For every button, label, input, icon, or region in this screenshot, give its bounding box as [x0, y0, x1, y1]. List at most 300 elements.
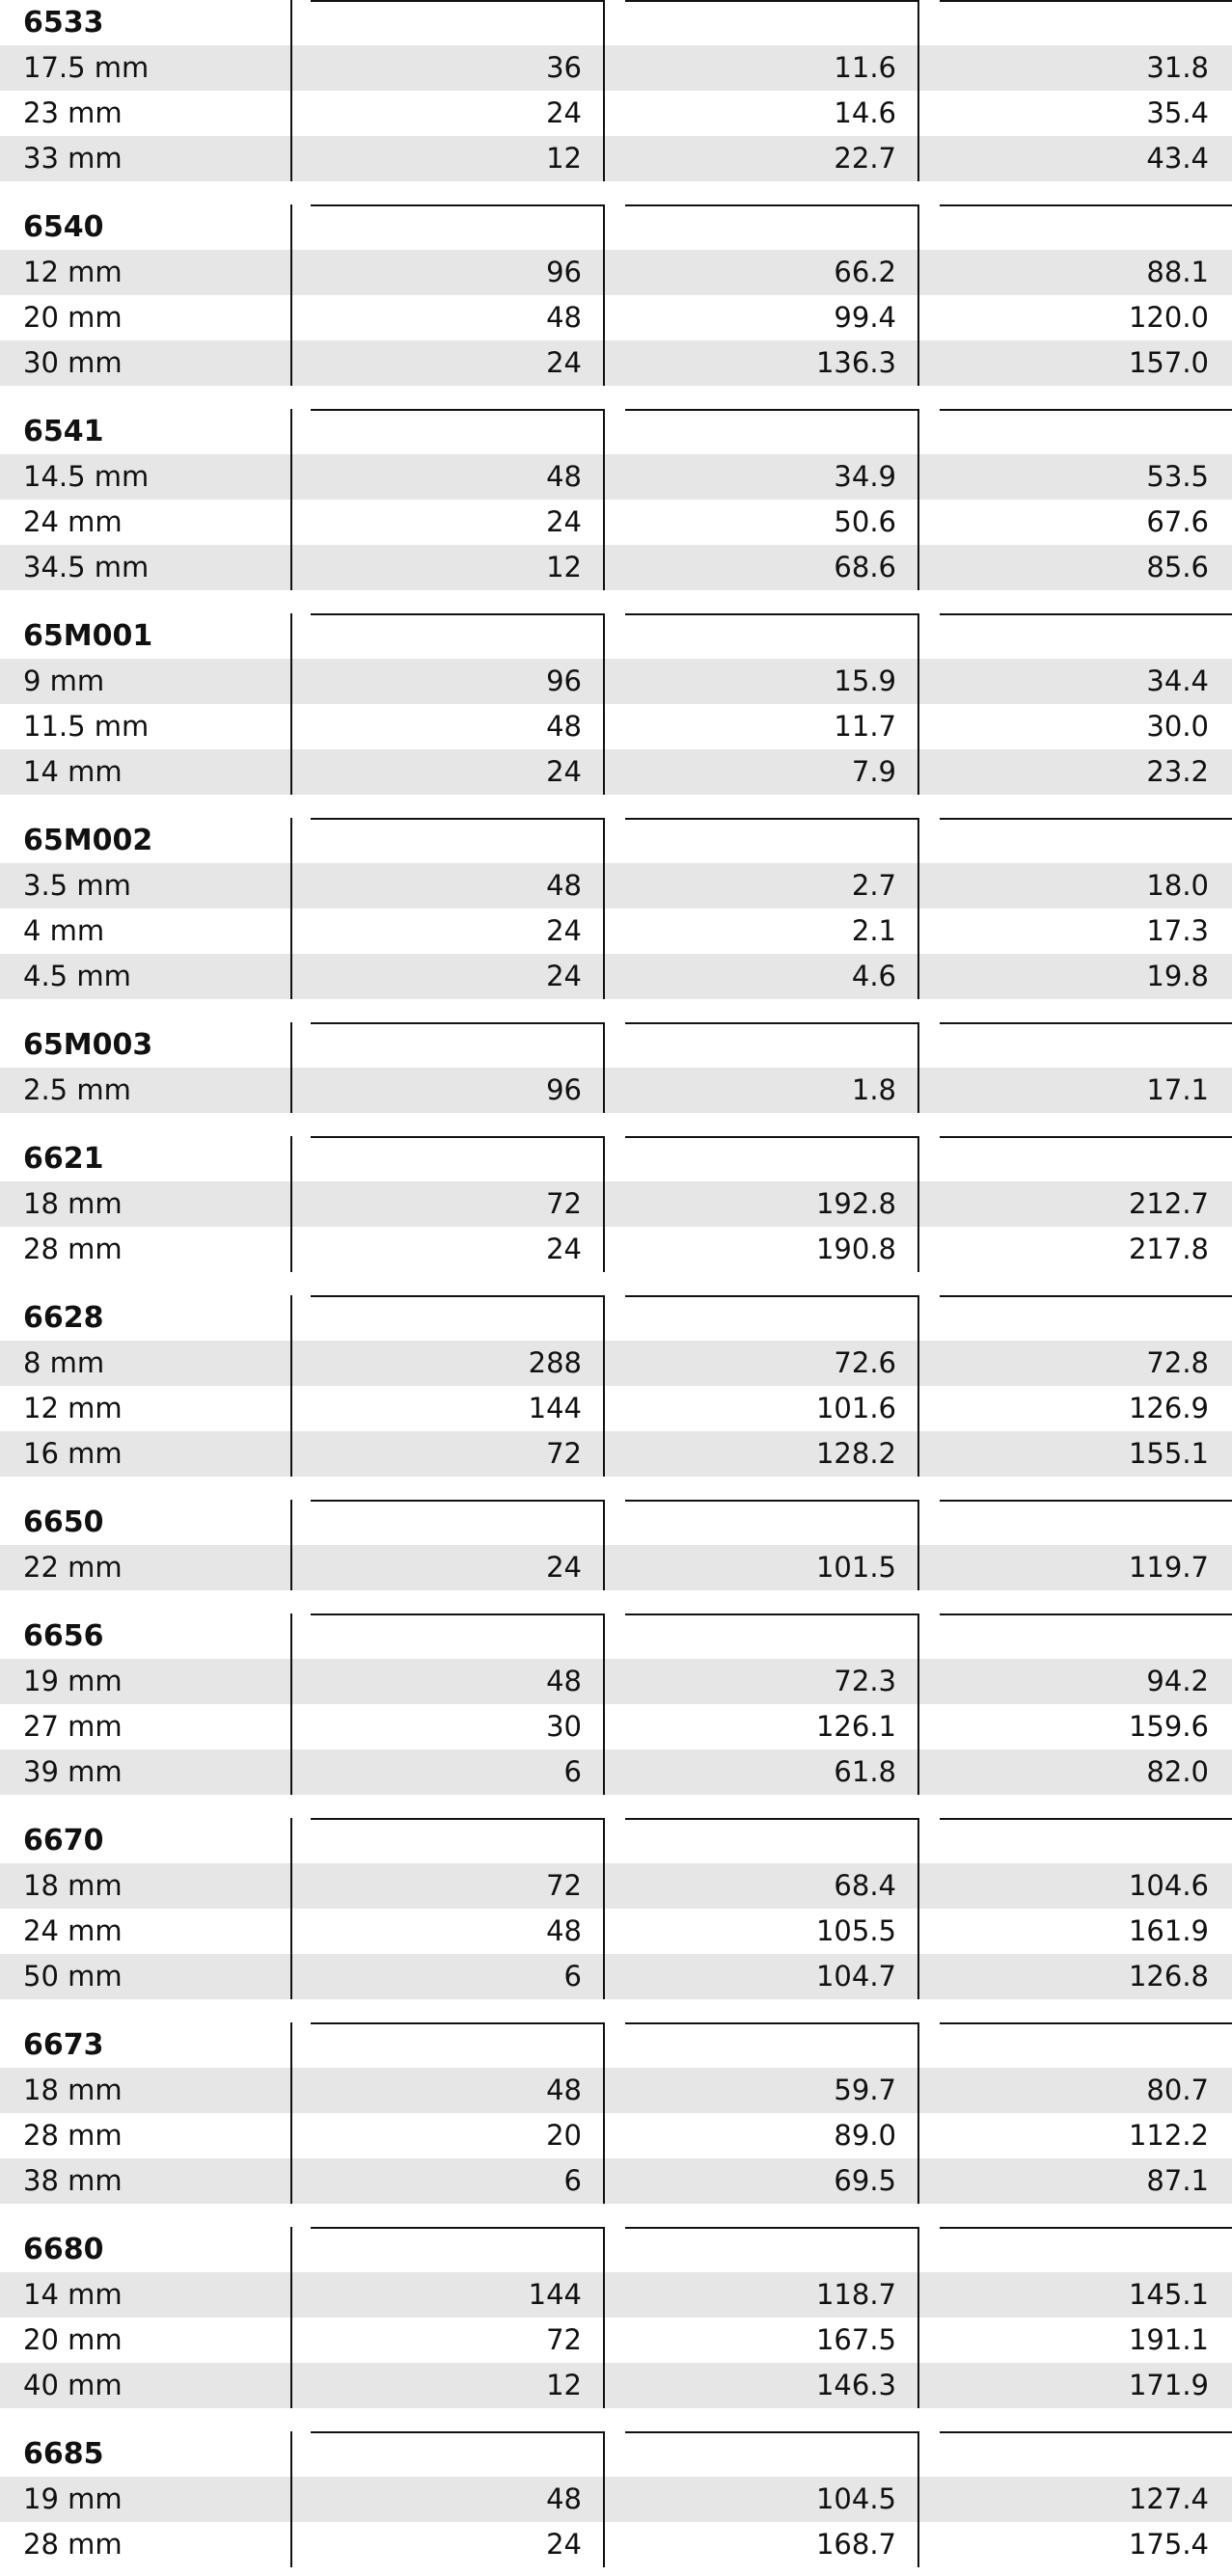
table-row [0, 1386, 1232, 1431]
column-top-rule [625, 1500, 917, 1502]
column-top-rule [940, 1022, 1232, 1024]
value-cell-3: 35.4 [1146, 96, 1209, 129]
value-cell-1: 48 [546, 460, 582, 493]
column-top-rule [940, 204, 1232, 206]
table-row [0, 1863, 1232, 1909]
product-code: 6621 [23, 1142, 104, 1176]
column-top-rule [311, 1295, 603, 1297]
value-cell-3: 175.4 [1128, 2528, 1209, 2561]
size-cell: 22 mm [23, 1551, 123, 1584]
column-top-rule [940, 2022, 1232, 2024]
size-cell: 8 mm [23, 1346, 105, 1379]
column-divider [603, 2431, 605, 2567]
value-cell-1: 72 [546, 1437, 582, 1470]
product-group [0, 0, 1232, 181]
column-top-rule [311, 613, 603, 615]
size-cell: 18 mm [23, 2074, 123, 2106]
value-cell-2: 2.7 [851, 869, 896, 902]
column-divider [290, 1613, 292, 1795]
product-group [0, 1022, 1232, 1113]
value-cell-3: 87.1 [1146, 2164, 1209, 2197]
column-top-rule [940, 1613, 1232, 1615]
column-divider [290, 2022, 292, 2204]
column-top-rule [625, 2431, 917, 2433]
product-group [0, 2022, 1232, 2204]
size-cell: 28 mm [23, 1233, 123, 1265]
column-top-rule [311, 2227, 603, 2229]
value-cell-1: 6 [563, 1755, 582, 1788]
size-cell: 34.5 mm [23, 551, 150, 583]
table-row [0, 2158, 1232, 2204]
column-divider [603, 818, 605, 999]
value-cell-2: 69.5 [834, 2164, 896, 2197]
size-cell: 28 mm [23, 2119, 123, 2152]
product-group [0, 1500, 1232, 1590]
column-top-rule [625, 1613, 917, 1615]
product-group [0, 818, 1232, 999]
column-top-rule [625, 1295, 917, 1297]
product-group [0, 1613, 1232, 1795]
value-cell-1: 288 [528, 1346, 582, 1379]
value-cell-3: 88.1 [1146, 256, 1209, 288]
value-cell-1: 36 [546, 51, 582, 84]
column-divider [290, 1500, 292, 1590]
table-row [0, 659, 1232, 704]
value-cell-2: 11.6 [834, 51, 896, 84]
column-divider [290, 1022, 292, 1113]
value-cell-2: 11.7 [834, 710, 896, 743]
value-cell-3: 171.9 [1128, 2369, 1209, 2401]
value-cell-2: 146.3 [815, 2369, 896, 2401]
table-row [0, 91, 1232, 136]
table-row [0, 2363, 1232, 2408]
table-row [0, 1749, 1232, 1795]
column-top-rule [940, 1136, 1232, 1138]
product-code: 6680 [23, 2233, 104, 2266]
value-cell-3: 157.0 [1128, 346, 1209, 379]
value-cell-3: 120.0 [1128, 301, 1209, 334]
size-cell: 2.5 mm [23, 1073, 131, 1106]
column-divider [290, 2227, 292, 2408]
size-cell: 4 mm [23, 914, 105, 947]
value-cell-1: 24 [546, 960, 582, 992]
size-cell: 12 mm [23, 1392, 123, 1424]
value-cell-1: 24 [546, 2528, 582, 2561]
table-row [0, 1659, 1232, 1704]
size-cell: 17.5 mm [23, 51, 150, 84]
table-row [0, 704, 1232, 749]
value-cell-2: 89.0 [834, 2119, 896, 2152]
column-top-rule [625, 2022, 917, 2024]
column-top-rule [625, 818, 917, 820]
product-group [0, 1295, 1232, 1477]
value-cell-2: 59.7 [834, 2074, 896, 2106]
value-cell-3: 30.0 [1146, 710, 1209, 743]
column-top-rule [940, 818, 1232, 820]
value-cell-3: 119.7 [1128, 1551, 1209, 1584]
product-code: 6650 [23, 1505, 104, 1539]
size-cell: 24 mm [23, 1914, 123, 1947]
value-cell-1: 48 [546, 1914, 582, 1947]
size-cell: 14 mm [23, 2278, 123, 2311]
value-cell-3: 85.6 [1146, 551, 1209, 583]
table-row [0, 136, 1232, 181]
column-top-rule [311, 1500, 603, 1502]
table-row [0, 545, 1232, 590]
value-cell-2: 72.6 [834, 1346, 896, 1379]
value-cell-1: 24 [546, 1551, 582, 1584]
value-cell-3: 145.1 [1128, 2278, 1209, 2311]
column-divider [917, 1500, 919, 1590]
size-cell: 18 mm [23, 1869, 123, 1902]
column-divider [603, 1500, 605, 1590]
value-cell-1: 24 [546, 914, 582, 947]
product-code: 6670 [23, 1824, 104, 1857]
table-row [0, 908, 1232, 954]
value-cell-3: 94.2 [1146, 1665, 1209, 1697]
value-cell-3: 43.4 [1146, 142, 1209, 175]
value-cell-1: 72 [546, 1869, 582, 1902]
value-cell-3: 34.4 [1146, 664, 1209, 697]
column-divider [917, 0, 919, 181]
column-divider [917, 1295, 919, 1477]
value-cell-3: 82.0 [1146, 1755, 1209, 1788]
value-cell-2: 168.7 [815, 2528, 896, 2561]
value-cell-3: 80.7 [1146, 2074, 1209, 2106]
group-header-row [0, 1022, 1232, 1068]
column-top-rule [625, 2227, 917, 2229]
product-group [0, 1136, 1232, 1272]
value-cell-1: 12 [546, 142, 582, 175]
product-code: 65M001 [23, 619, 153, 653]
value-cell-3: 126.9 [1128, 1392, 1209, 1424]
column-divider [290, 2431, 292, 2567]
value-cell-2: 66.2 [834, 256, 896, 288]
value-cell-1: 48 [546, 301, 582, 334]
value-cell-2: 1.8 [851, 1073, 896, 1106]
group-header-row [0, 2022, 1232, 2068]
product-code: 6656 [23, 1619, 104, 1653]
column-divider [603, 1613, 605, 1795]
column-top-rule [311, 2022, 603, 2024]
value-cell-2: 126.1 [815, 1710, 896, 1743]
column-top-rule [940, 2431, 1232, 2433]
column-top-rule [940, 1500, 1232, 1502]
value-cell-1: 48 [546, 2074, 582, 2106]
size-cell: 16 mm [23, 1437, 123, 1470]
table-row [0, 2522, 1232, 2567]
value-cell-2: 61.8 [834, 1755, 896, 1788]
column-divider [603, 409, 605, 590]
value-cell-3: 155.1 [1128, 1437, 1209, 1470]
column-divider [290, 1136, 292, 1272]
column-top-rule [625, 0, 917, 2]
value-cell-3: 53.5 [1146, 460, 1209, 493]
column-top-rule [311, 1022, 603, 1024]
value-cell-3: 31.8 [1146, 51, 1209, 84]
value-cell-2: 4.6 [851, 960, 896, 992]
value-cell-1: 6 [563, 1960, 582, 1993]
group-header-row [0, 1613, 1232, 1659]
column-top-rule [311, 1613, 603, 1615]
value-cell-1: 20 [546, 2119, 582, 2152]
table-row [0, 749, 1232, 795]
product-code: 6533 [23, 6, 104, 40]
value-cell-1: 144 [528, 1392, 582, 1424]
value-cell-1: 24 [546, 1233, 582, 1265]
group-header-row [0, 1136, 1232, 1181]
column-divider [917, 1613, 919, 1795]
product-group [0, 1818, 1232, 1999]
table-row [0, 500, 1232, 545]
value-cell-1: 48 [546, 1665, 582, 1697]
value-cell-3: 23.2 [1146, 755, 1209, 788]
value-cell-2: 34.9 [834, 460, 896, 493]
size-cell: 28 mm [23, 2528, 123, 2561]
value-cell-2: 128.2 [815, 1437, 896, 1470]
table-row [0, 1431, 1232, 1477]
size-cell: 38 mm [23, 2164, 123, 2197]
size-cell: 4.5 mm [23, 960, 131, 992]
column-divider [603, 1818, 605, 1999]
product-code: 65M003 [23, 1028, 153, 1062]
size-cell: 27 mm [23, 1710, 123, 1743]
value-cell-3: 161.9 [1128, 1914, 1209, 1947]
value-cell-1: 48 [546, 710, 582, 743]
table-row [0, 2113, 1232, 2158]
value-cell-2: 104.7 [815, 1960, 896, 1993]
size-cell: 39 mm [23, 1755, 123, 1788]
value-cell-3: 104.6 [1128, 1869, 1209, 1902]
value-cell-2: 50.6 [834, 505, 896, 538]
column-top-rule [625, 409, 917, 411]
column-top-rule [625, 1136, 917, 1138]
size-cell: 33 mm [23, 142, 123, 175]
table-row [0, 954, 1232, 999]
column-top-rule [311, 1818, 603, 1820]
column-top-rule [311, 818, 603, 820]
value-cell-3: 67.6 [1146, 505, 1209, 538]
value-cell-1: 48 [546, 869, 582, 902]
column-divider [290, 818, 292, 999]
size-cell: 20 mm [23, 301, 123, 334]
product-code: 6685 [23, 2437, 104, 2471]
value-cell-1: 12 [546, 551, 582, 583]
group-header-row [0, 204, 1232, 250]
value-cell-2: 136.3 [815, 346, 896, 379]
column-divider [290, 0, 292, 181]
column-divider [603, 2227, 605, 2408]
table-row [0, 45, 1232, 91]
column-top-rule [625, 1022, 917, 1024]
group-header-row [0, 1500, 1232, 1545]
table-row [0, 1909, 1232, 1954]
product-group [0, 613, 1232, 795]
column-divider [603, 1136, 605, 1272]
column-divider [290, 613, 292, 795]
group-header-row [0, 409, 1232, 454]
column-top-rule [940, 1818, 1232, 1820]
product-group [0, 409, 1232, 590]
product-code: 6541 [23, 415, 104, 448]
column-divider [603, 204, 605, 386]
column-divider [290, 1818, 292, 1999]
column-top-rule [940, 1295, 1232, 1297]
value-cell-1: 96 [546, 256, 582, 288]
column-top-rule [625, 1818, 917, 1820]
value-cell-3: 19.8 [1146, 960, 1209, 992]
product-group [0, 204, 1232, 386]
column-divider [917, 2227, 919, 2408]
value-cell-3: 126.8 [1128, 1960, 1209, 1993]
value-cell-1: 96 [546, 664, 582, 697]
value-cell-3: 217.8 [1128, 1233, 1209, 1265]
group-header-row [0, 2227, 1232, 2272]
table-row [0, 295, 1232, 340]
table-row [0, 250, 1232, 295]
column-top-rule [940, 613, 1232, 615]
table-row [0, 1704, 1232, 1749]
size-cell: 30 mm [23, 346, 123, 379]
value-cell-2: 167.5 [815, 2323, 896, 2356]
size-cell: 14 mm [23, 755, 123, 788]
value-cell-3: 159.6 [1128, 1710, 1209, 1743]
table-row [0, 863, 1232, 908]
value-cell-1: 24 [546, 505, 582, 538]
column-divider [603, 613, 605, 795]
table-row [0, 1227, 1232, 1272]
column-top-rule [311, 1136, 603, 1138]
size-cell: 23 mm [23, 96, 123, 129]
column-divider [917, 1136, 919, 1272]
column-divider [917, 204, 919, 386]
value-cell-1: 96 [546, 1073, 582, 1106]
value-cell-1: 24 [546, 755, 582, 788]
product-code: 6540 [23, 210, 104, 244]
size-cell: 14.5 mm [23, 460, 150, 493]
column-top-rule [311, 0, 603, 2]
column-top-rule [311, 204, 603, 206]
group-header-row [0, 2431, 1232, 2477]
size-cell: 9 mm [23, 664, 105, 697]
size-cell: 11.5 mm [23, 710, 150, 743]
product-code: 6673 [23, 2028, 104, 2062]
size-cell: 50 mm [23, 1960, 123, 1993]
product-group [0, 2227, 1232, 2408]
group-header-row [0, 613, 1232, 659]
column-divider [917, 409, 919, 590]
value-cell-3: 17.3 [1146, 914, 1209, 947]
size-cell: 19 mm [23, 2482, 123, 2515]
table-row [0, 1181, 1232, 1227]
value-cell-1: 24 [546, 96, 582, 129]
value-cell-2: 104.5 [815, 2482, 896, 2515]
value-cell-2: 101.5 [815, 1551, 896, 1584]
column-top-rule [625, 204, 917, 206]
value-cell-3: 18.0 [1146, 869, 1209, 902]
column-divider [290, 1295, 292, 1477]
table-row [0, 2068, 1232, 2113]
size-cell: 20 mm [23, 2323, 123, 2356]
column-top-rule [940, 409, 1232, 411]
value-cell-2: 99.4 [834, 301, 896, 334]
table-row [0, 1954, 1232, 1999]
table-row [0, 2477, 1232, 2522]
value-cell-2: 72.3 [834, 1665, 896, 1697]
value-cell-1: 30 [546, 1710, 582, 1743]
value-cell-2: 14.6 [834, 96, 896, 129]
size-cell: 12 mm [23, 256, 123, 288]
column-top-rule [311, 409, 603, 411]
value-cell-2: 68.6 [834, 551, 896, 583]
column-top-rule [940, 2227, 1232, 2229]
value-cell-2: 192.8 [815, 1187, 896, 1220]
column-divider [917, 2431, 919, 2567]
value-cell-2: 101.6 [815, 1392, 896, 1424]
column-divider [290, 204, 292, 386]
value-cell-1: 72 [546, 1187, 582, 1220]
size-cell: 19 mm [23, 1665, 123, 1697]
table-row [0, 1545, 1232, 1590]
value-cell-2: 105.5 [815, 1914, 896, 1947]
table-row [0, 1068, 1232, 1113]
column-divider [603, 1022, 605, 1113]
table-row [0, 2318, 1232, 2363]
column-divider [603, 1295, 605, 1477]
table-row [0, 454, 1232, 500]
product-code: 65M002 [23, 824, 153, 857]
value-cell-2: 2.1 [851, 914, 896, 947]
value-cell-2: 22.7 [834, 142, 896, 175]
size-cell: 18 mm [23, 1187, 123, 1220]
column-top-rule [311, 2431, 603, 2433]
value-cell-1: 144 [528, 2278, 582, 2311]
size-cell: 3.5 mm [23, 869, 131, 902]
column-divider [917, 818, 919, 999]
value-cell-1: 24 [546, 346, 582, 379]
value-cell-2: 68.4 [834, 1869, 896, 1902]
value-cell-3: 212.7 [1128, 1187, 1209, 1220]
size-cell: 24 mm [23, 505, 123, 538]
column-divider [917, 613, 919, 795]
column-top-rule [625, 613, 917, 615]
table-row [0, 340, 1232, 386]
value-cell-1: 6 [563, 2164, 582, 2197]
value-cell-2: 190.8 [815, 1233, 896, 1265]
column-divider [603, 0, 605, 181]
value-cell-3: 191.1 [1128, 2323, 1209, 2356]
column-divider [917, 2022, 919, 2204]
table-row [0, 1341, 1232, 1386]
value-cell-1: 72 [546, 2323, 582, 2356]
value-cell-1: 12 [546, 2369, 582, 2401]
group-header-row [0, 1295, 1232, 1341]
value-cell-3: 17.1 [1146, 1073, 1209, 1106]
value-cell-2: 15.9 [834, 664, 896, 697]
value-cell-3: 127.4 [1128, 2482, 1209, 2515]
value-cell-2: 7.9 [851, 755, 896, 788]
group-header-row [0, 818, 1232, 863]
group-header-row [0, 1818, 1232, 1863]
size-cell: 40 mm [23, 2369, 123, 2401]
product-group [0, 2431, 1232, 2567]
product-code: 6628 [23, 1301, 104, 1335]
value-cell-3: 112.2 [1128, 2119, 1209, 2152]
table-row [0, 2272, 1232, 2318]
value-cell-3: 72.8 [1146, 1346, 1209, 1379]
column-divider [917, 1022, 919, 1113]
column-divider [603, 2022, 605, 2204]
